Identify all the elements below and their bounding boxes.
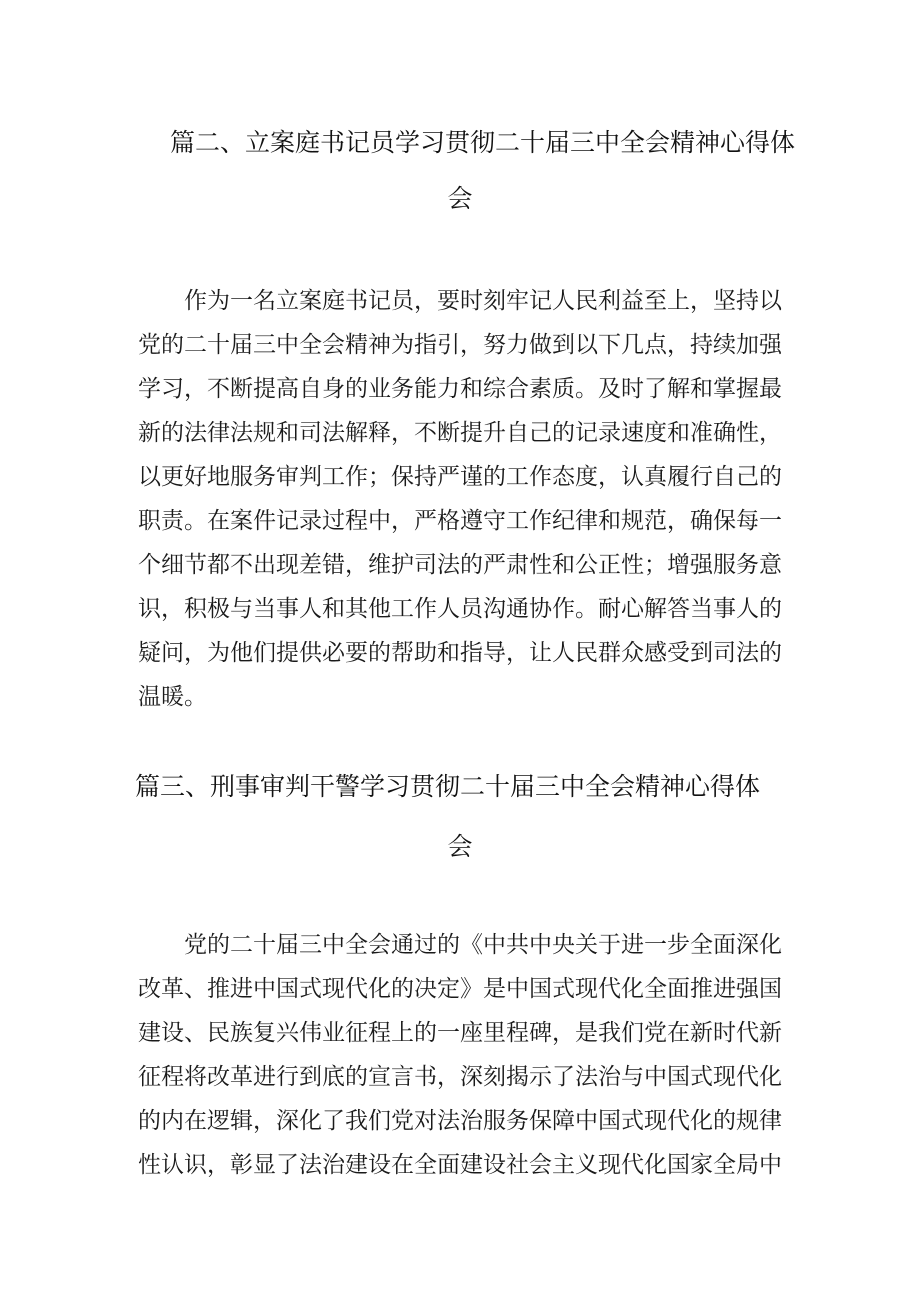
section-3-title-line-2: 会 bbox=[447, 832, 473, 861]
paragraph-line: 以更好地服务审判工作；保持严谨的工作态度，认真履行自己的 bbox=[138, 464, 782, 490]
paragraph-line: 新的法律法规和司法解释，不断提升自己的记录速度和准确性， bbox=[138, 420, 782, 446]
paragraph-line: 识，积极与当事人和其他工作人员沟通协作。耐心解答当事人的 bbox=[138, 596, 782, 622]
paragraph-line: 党的二十届三中全会通过的《中共中央关于进一步全面深化 bbox=[184, 932, 782, 958]
paragraph-line: 建设、民族复兴伟业征程上的一座里程碑，是我们党在新时代新 bbox=[138, 1020, 782, 1046]
paragraph-line: 改革、推进中国式现代化的决定》是中国式现代化全面推进强国 bbox=[138, 976, 782, 1002]
section-2-title-line-2: 会 bbox=[447, 184, 473, 213]
section-2-title-line-1: 篇二、立案庭书记员学习贯彻二十届三中全会精神心得体 bbox=[170, 128, 796, 157]
paragraph-line: 温暖。 bbox=[138, 684, 207, 710]
paragraph-line: 作为一名立案庭书记员，要时刻牢记人民利益至上，坚持以 bbox=[184, 288, 782, 314]
paragraph-line: 学习，不断提高自身的业务能力和综合素质。及时了解和掌握最 bbox=[138, 376, 782, 402]
paragraph-line: 性认识，彰显了法治建设在全面建设社会主义现代化国家全局中 bbox=[138, 1152, 782, 1178]
paragraph-line: 职责。在案件记录过程中，严格遵守工作纪律和规范，确保每一 bbox=[138, 508, 782, 534]
paragraph-line: 党的二十届三中全会精神为指引，努力做到以下几点，持续加强 bbox=[138, 332, 782, 358]
section-3-title-line-1: 篇三、刑事审判干警学习贯彻二十届三中全会精神心得体 bbox=[135, 772, 761, 801]
paragraph-line: 的内在逻辑，深化了我们党对法治服务保障中国式现代化的规律 bbox=[138, 1108, 782, 1134]
paragraph-line: 个细节都不出现差错，维护司法的严肃性和公正性；增强服务意 bbox=[138, 552, 782, 578]
paragraph-line: 疑问，为他们提供必要的帮助和指导，让人民群众感受到司法的 bbox=[138, 640, 782, 666]
paragraph-line: 征程将改革进行到底的宣言书，深刻揭示了法治与中国式现代化 bbox=[138, 1064, 782, 1090]
